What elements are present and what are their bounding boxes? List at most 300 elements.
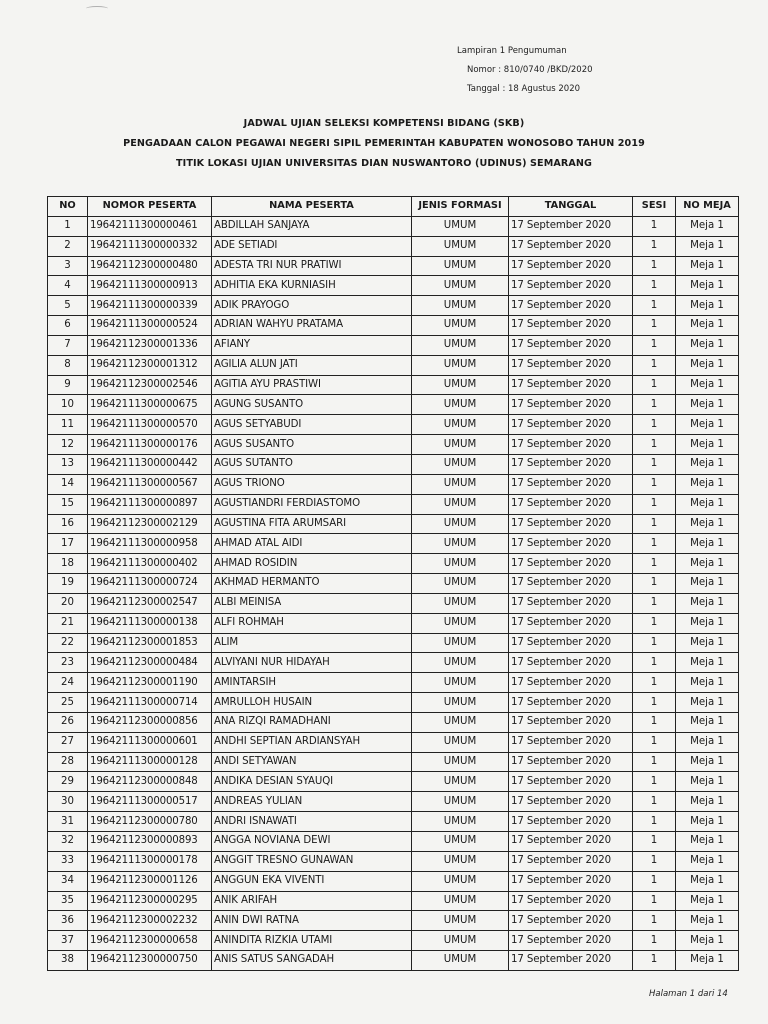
table-row xyxy=(48,772,739,792)
cell-no-meja: Meja 1 xyxy=(676,236,739,256)
cell-nomor-peserta: 19642112300001190 xyxy=(88,673,212,693)
cell-tanggal: 17 September 2020 xyxy=(509,752,633,772)
cell-nomor-peserta: 19642111300000178 xyxy=(88,851,212,871)
cell-jenis-formasi: UMUM xyxy=(412,236,509,256)
cell-tanggal: 17 September 2020 xyxy=(509,236,633,256)
table-row xyxy=(48,951,739,971)
cell-jenis-formasi: UMUM xyxy=(412,653,509,673)
cell-no: 29 xyxy=(48,772,88,792)
cell-no-meja: Meja 1 xyxy=(676,712,739,732)
cell-no: 2 xyxy=(48,236,88,256)
cell-jenis-formasi: UMUM xyxy=(412,712,509,732)
cell-nama-peserta: AGILIA ALUN JATI xyxy=(212,355,412,375)
cell-nomor-peserta: 19642112300002547 xyxy=(88,593,212,613)
cell-sesi: 1 xyxy=(633,415,676,435)
cell-nama-peserta: ANDI SETYAWAN xyxy=(212,752,412,772)
cell-nomor-peserta: 19642112300002232 xyxy=(88,911,212,931)
cell-nama-peserta: AMINTARSIH xyxy=(212,673,412,693)
cell-jenis-formasi: UMUM xyxy=(412,375,509,395)
cell-jenis-formasi: UMUM xyxy=(412,633,509,653)
table-row xyxy=(48,832,739,852)
table-row xyxy=(48,494,739,514)
cell-no-meja: Meja 1 xyxy=(676,633,739,653)
cell-sesi: 1 xyxy=(633,494,676,514)
table-row xyxy=(48,792,739,812)
cell-no: 1 xyxy=(48,216,88,236)
cell-jenis-formasi: UMUM xyxy=(412,435,509,455)
cell-jenis-formasi: UMUM xyxy=(412,851,509,871)
header-nomor-peserta: NOMOR PESERTA xyxy=(88,197,212,217)
cell-no-meja: Meja 1 xyxy=(676,613,739,633)
cell-no: 15 xyxy=(48,494,88,514)
header-no: NO xyxy=(48,197,88,217)
cell-no: 26 xyxy=(48,712,88,732)
cell-jenis-formasi: UMUM xyxy=(412,554,509,574)
cell-no: 27 xyxy=(48,732,88,752)
cell-nomor-peserta: 19642111300000517 xyxy=(88,792,212,812)
cell-sesi: 1 xyxy=(633,335,676,355)
cell-no-meja: Meja 1 xyxy=(676,931,739,951)
cell-sesi: 1 xyxy=(633,435,676,455)
cell-nama-peserta: AGUNG SUSANTO xyxy=(212,395,412,415)
cell-nama-peserta: ALVIYANI NUR HIDAYAH xyxy=(212,653,412,673)
table-row xyxy=(48,534,739,554)
cell-no-meja: Meja 1 xyxy=(676,355,739,375)
cell-no-meja: Meja 1 xyxy=(676,474,739,494)
cell-no: 25 xyxy=(48,693,88,713)
header-tanggal: TANGGAL xyxy=(509,197,633,217)
cell-jenis-formasi: UMUM xyxy=(412,534,509,554)
header-jenis-formasi: JENIS FORMASI xyxy=(412,197,509,217)
cell-tanggal: 17 September 2020 xyxy=(509,494,633,514)
table-row xyxy=(48,395,739,415)
cell-tanggal: 17 September 2020 xyxy=(509,216,633,236)
cell-sesi: 1 xyxy=(633,236,676,256)
cell-tanggal: 17 September 2020 xyxy=(509,871,633,891)
cell-sesi: 1 xyxy=(633,732,676,752)
cell-sesi: 1 xyxy=(633,256,676,276)
cell-tanggal: 17 September 2020 xyxy=(509,931,633,951)
cell-no: 11 xyxy=(48,415,88,435)
cell-jenis-formasi: UMUM xyxy=(412,216,509,236)
cell-jenis-formasi: UMUM xyxy=(412,693,509,713)
cell-nomor-peserta: 19642112300002129 xyxy=(88,514,212,534)
table-row xyxy=(48,415,739,435)
cell-no-meja: Meja 1 xyxy=(676,534,739,554)
cell-sesi: 1 xyxy=(633,653,676,673)
table-row xyxy=(48,812,739,832)
table-row xyxy=(48,871,739,891)
cell-no: 14 xyxy=(48,474,88,494)
cell-jenis-formasi: UMUM xyxy=(412,574,509,594)
cell-jenis-formasi: UMUM xyxy=(412,395,509,415)
cell-nomor-peserta: 19642111300000176 xyxy=(88,435,212,455)
cell-nomor-peserta: 19642112300002546 xyxy=(88,375,212,395)
cell-sesi: 1 xyxy=(633,355,676,375)
table-row xyxy=(48,673,739,693)
cell-sesi: 1 xyxy=(633,911,676,931)
cell-nama-peserta: ADE SETIADI xyxy=(212,236,412,256)
cell-sesi: 1 xyxy=(633,712,676,732)
title-line-3: TITIK LOKASI UJIAN UNIVERSITAS DIAN NUSWANTORO (UDINUS) SEMARANG xyxy=(176,158,592,169)
cell-jenis-formasi: UMUM xyxy=(412,316,509,336)
cell-no: 20 xyxy=(48,593,88,613)
cell-nomor-peserta: 19642112300001312 xyxy=(88,355,212,375)
cell-nomor-peserta: 19642111300000601 xyxy=(88,732,212,752)
cell-no: 16 xyxy=(48,514,88,534)
cell-tanggal: 17 September 2020 xyxy=(509,395,633,415)
cell-tanggal: 17 September 2020 xyxy=(509,832,633,852)
cell-nama-peserta: AGUS SETYABUDI xyxy=(212,415,412,435)
cell-jenis-formasi: UMUM xyxy=(412,415,509,435)
table-row xyxy=(48,732,739,752)
cell-no-meja: Meja 1 xyxy=(676,494,739,514)
cell-jenis-formasi: UMUM xyxy=(412,911,509,931)
cell-tanggal: 17 September 2020 xyxy=(509,276,633,296)
cell-nomor-peserta: 19642111300000913 xyxy=(88,276,212,296)
cell-no: 35 xyxy=(48,891,88,911)
title-line-2: PENGADAAN CALON PEGAWAI NEGERI SIPIL PEMERINTAH KABUPATEN WONOSOBO TAHUN 2019 xyxy=(123,138,645,149)
cell-tanggal: 17 September 2020 xyxy=(509,851,633,871)
cell-nama-peserta: AGITIA AYU PRASTIWI xyxy=(212,375,412,395)
cell-nomor-peserta: 19642111300000461 xyxy=(88,216,212,236)
cell-tanggal: 17 September 2020 xyxy=(509,435,633,455)
cell-jenis-formasi: UMUM xyxy=(412,772,509,792)
cell-no-meja: Meja 1 xyxy=(676,653,739,673)
cell-nomor-peserta: 19642111300000128 xyxy=(88,752,212,772)
cell-no: 18 xyxy=(48,554,88,574)
cell-no: 12 xyxy=(48,435,88,455)
header-sesi: SESI xyxy=(633,197,676,217)
cell-tanggal: 17 September 2020 xyxy=(509,673,633,693)
cell-no: 31 xyxy=(48,812,88,832)
cell-jenis-formasi: UMUM xyxy=(412,474,509,494)
cell-nomor-peserta: 19642112300000658 xyxy=(88,931,212,951)
cell-tanggal: 17 September 2020 xyxy=(509,256,633,276)
cell-nomor-peserta: 19642112300000750 xyxy=(88,951,212,971)
cell-no: 34 xyxy=(48,871,88,891)
cell-nama-peserta: ANDRI ISNAWATI xyxy=(212,812,412,832)
table-row xyxy=(48,316,739,336)
cell-no-meja: Meja 1 xyxy=(676,335,739,355)
cell-no-meja: Meja 1 xyxy=(676,454,739,474)
cell-nama-peserta: AMRULLOH HUSAIN xyxy=(212,693,412,713)
cell-tanggal: 17 September 2020 xyxy=(509,514,633,534)
cell-sesi: 1 xyxy=(633,534,676,554)
cell-nomor-peserta: 19642111300000442 xyxy=(88,454,212,474)
cell-nomor-peserta: 19642112300001126 xyxy=(88,871,212,891)
table-row xyxy=(48,216,739,236)
cell-nomor-peserta: 19642111300000570 xyxy=(88,415,212,435)
cell-no: 22 xyxy=(48,633,88,653)
cell-nomor-peserta: 19642112300000480 xyxy=(88,256,212,276)
cell-nomor-peserta: 19642112300000893 xyxy=(88,832,212,852)
cell-nomor-peserta: 19642111300000724 xyxy=(88,574,212,594)
cell-jenis-formasi: UMUM xyxy=(412,454,509,474)
cell-no-meja: Meja 1 xyxy=(676,276,739,296)
table-row xyxy=(48,613,739,633)
cell-sesi: 1 xyxy=(633,276,676,296)
cell-jenis-formasi: UMUM xyxy=(412,593,509,613)
cell-tanggal: 17 September 2020 xyxy=(509,296,633,316)
cell-nama-peserta: ANINDITA RIZKIA UTAMI xyxy=(212,931,412,951)
cell-sesi: 1 xyxy=(633,772,676,792)
cell-no: 7 xyxy=(48,335,88,355)
cell-no: 17 xyxy=(48,534,88,554)
cell-no: 33 xyxy=(48,851,88,871)
cell-nomor-peserta: 19642112300000856 xyxy=(88,712,212,732)
cell-jenis-formasi: UMUM xyxy=(412,335,509,355)
table-row xyxy=(48,653,739,673)
cell-sesi: 1 xyxy=(633,395,676,415)
cell-nomor-peserta: 19642111300000332 xyxy=(88,236,212,256)
cell-no: 24 xyxy=(48,673,88,693)
cell-no-meja: Meja 1 xyxy=(676,832,739,852)
cell-nama-peserta: AGUSTINA FITA ARUMSARI xyxy=(212,514,412,534)
table-row xyxy=(48,931,739,951)
cell-nomor-peserta: 19642112300000484 xyxy=(88,653,212,673)
cell-jenis-formasi: UMUM xyxy=(412,494,509,514)
cell-no-meja: Meja 1 xyxy=(676,514,739,534)
cell-jenis-formasi: UMUM xyxy=(412,951,509,971)
cell-no-meja: Meja 1 xyxy=(676,296,739,316)
cell-jenis-formasi: UMUM xyxy=(412,296,509,316)
cell-sesi: 1 xyxy=(633,454,676,474)
cell-nomor-peserta: 19642111300000675 xyxy=(88,395,212,415)
cell-no: 28 xyxy=(48,752,88,772)
cell-nama-peserta: ADRIAN WAHYU PRATAMA xyxy=(212,316,412,336)
cell-jenis-formasi: UMUM xyxy=(412,931,509,951)
cell-nama-peserta: ANA RIZQI RAMADHANI xyxy=(212,712,412,732)
cell-sesi: 1 xyxy=(633,851,676,871)
cell-nama-peserta: AHMAD ATAL AIDI xyxy=(212,534,412,554)
table-row xyxy=(48,454,739,474)
cell-nomor-peserta: 19642112300000848 xyxy=(88,772,212,792)
document-title xyxy=(0,114,768,174)
cell-nama-peserta: ANGGUN EKA VIVENTI xyxy=(212,871,412,891)
cell-tanggal: 17 September 2020 xyxy=(509,772,633,792)
cell-nomor-peserta: 19642112300001853 xyxy=(88,633,212,653)
cell-tanggal: 17 September 2020 xyxy=(509,712,633,732)
cell-no: 9 xyxy=(48,375,88,395)
cell-nama-peserta: ABDILLAH SANJAYA xyxy=(212,216,412,236)
cell-sesi: 1 xyxy=(633,514,676,534)
cell-jenis-formasi: UMUM xyxy=(412,276,509,296)
cell-sesi: 1 xyxy=(633,752,676,772)
cell-no: 36 xyxy=(48,911,88,931)
cell-nama-peserta: ANDIKA DESIAN SYAUQI xyxy=(212,772,412,792)
schedule-table xyxy=(47,196,739,971)
cell-no-meja: Meja 1 xyxy=(676,554,739,574)
cell-nama-peserta: ANIS SATUS SANGADAH xyxy=(212,951,412,971)
attachment-label: Lampiran 1 Pengumuman xyxy=(457,46,567,56)
cell-jenis-formasi: UMUM xyxy=(412,514,509,534)
table-body xyxy=(48,216,739,970)
cell-jenis-formasi: UMUM xyxy=(412,355,509,375)
cell-no: 3 xyxy=(48,256,88,276)
cell-nama-peserta: AGUSTIANDRI FERDIASTOMO xyxy=(212,494,412,514)
cell-jenis-formasi: UMUM xyxy=(412,832,509,852)
table-row xyxy=(48,276,739,296)
cell-sesi: 1 xyxy=(633,832,676,852)
table-row xyxy=(48,911,739,931)
cell-nama-peserta: ANGGA NOVIANA DEWI xyxy=(212,832,412,852)
cell-nomor-peserta: 19642112300000295 xyxy=(88,891,212,911)
table-row xyxy=(48,296,739,316)
cell-tanggal: 17 September 2020 xyxy=(509,693,633,713)
cell-nama-peserta: ANIN DWI RATNA xyxy=(212,911,412,931)
table-row xyxy=(48,355,739,375)
cell-nama-peserta: ANIK ARIFAH xyxy=(212,891,412,911)
header-nama-peserta: NAMA PESERTA xyxy=(212,197,412,217)
cell-tanggal: 17 September 2020 xyxy=(509,653,633,673)
cell-nama-peserta: AGUS SUSANTO xyxy=(212,435,412,455)
cell-nama-peserta: ALBI MEINISA xyxy=(212,593,412,613)
cell-tanggal: 17 September 2020 xyxy=(509,335,633,355)
cell-sesi: 1 xyxy=(633,891,676,911)
cell-nama-peserta: ANGGIT TRESNO GUNAWAN xyxy=(212,851,412,871)
table-row xyxy=(48,256,739,276)
cell-no-meja: Meja 1 xyxy=(676,812,739,832)
title-line-1: JADWAL UJIAN SELEKSI KOMPETENSI BIDANG (SKB) xyxy=(243,118,525,129)
cell-nomor-peserta: 19642111300000567 xyxy=(88,474,212,494)
cell-tanggal: 17 September 2020 xyxy=(509,792,633,812)
cell-no-meja: Meja 1 xyxy=(676,216,739,236)
cell-jenis-formasi: UMUM xyxy=(412,891,509,911)
cell-jenis-formasi: UMUM xyxy=(412,792,509,812)
cell-tanggal: 17 September 2020 xyxy=(509,911,633,931)
cell-no: 19 xyxy=(48,574,88,594)
attachment-tanggal: Tanggal : 18 Agustus 2020 xyxy=(467,84,581,94)
cell-no-meja: Meja 1 xyxy=(676,792,739,812)
cell-no: 21 xyxy=(48,613,88,633)
cell-nama-peserta: ANDHI SEPTIAN ARDIANSYAH xyxy=(212,732,412,752)
cell-tanggal: 17 September 2020 xyxy=(509,355,633,375)
cell-sesi: 1 xyxy=(633,613,676,633)
cell-nomor-peserta: 19642111300000138 xyxy=(88,613,212,633)
table-row xyxy=(48,375,739,395)
cell-tanggal: 17 September 2020 xyxy=(509,891,633,911)
table-row xyxy=(48,474,739,494)
cell-tanggal: 17 September 2020 xyxy=(509,415,633,435)
cell-nama-peserta: ANDREAS YULIAN xyxy=(212,792,412,812)
cell-jenis-formasi: UMUM xyxy=(412,613,509,633)
cell-no: 30 xyxy=(48,792,88,812)
cell-no-meja: Meja 1 xyxy=(676,951,739,971)
cell-no: 6 xyxy=(48,316,88,336)
table-row xyxy=(48,335,739,355)
cell-sesi: 1 xyxy=(633,693,676,713)
cell-tanggal: 17 September 2020 xyxy=(509,812,633,832)
cell-nama-peserta: ADIK PRAYOGO xyxy=(212,296,412,316)
cell-nomor-peserta: 19642112300000780 xyxy=(88,812,212,832)
cell-no-meja: Meja 1 xyxy=(676,732,739,752)
cell-no-meja: Meja 1 xyxy=(676,574,739,594)
cell-sesi: 1 xyxy=(633,554,676,574)
cell-no-meja: Meja 1 xyxy=(676,435,739,455)
cell-jenis-formasi: UMUM xyxy=(412,673,509,693)
cell-sesi: 1 xyxy=(633,216,676,236)
cell-no: 32 xyxy=(48,832,88,852)
table-row xyxy=(48,752,739,772)
cell-nama-peserta: AKHMAD HERMANTO xyxy=(212,574,412,594)
cell-sesi: 1 xyxy=(633,792,676,812)
cell-no-meja: Meja 1 xyxy=(676,752,739,772)
attachment-block xyxy=(457,42,593,99)
cell-no: 23 xyxy=(48,653,88,673)
header-no-meja: NO MEJA xyxy=(676,197,739,217)
cell-sesi: 1 xyxy=(633,812,676,832)
cell-sesi: 1 xyxy=(633,316,676,336)
cell-tanggal: 17 September 2020 xyxy=(509,316,633,336)
cell-nomor-peserta: 19642111300000897 xyxy=(88,494,212,514)
cell-tanggal: 17 September 2020 xyxy=(509,474,633,494)
cell-tanggal: 17 September 2020 xyxy=(509,574,633,594)
table-row xyxy=(48,633,739,653)
cell-nomor-peserta: 19642111300000402 xyxy=(88,554,212,574)
table-row xyxy=(48,693,739,713)
cell-no: 4 xyxy=(48,276,88,296)
cell-nama-peserta: AGUS TRIONO xyxy=(212,474,412,494)
cell-jenis-formasi: UMUM xyxy=(412,732,509,752)
cell-sesi: 1 xyxy=(633,375,676,395)
cell-sesi: 1 xyxy=(633,951,676,971)
cell-no-meja: Meja 1 xyxy=(676,673,739,693)
cell-tanggal: 17 September 2020 xyxy=(509,593,633,613)
cell-nama-peserta: AFIANY xyxy=(212,335,412,355)
cell-no-meja: Meja 1 xyxy=(676,395,739,415)
cell-nomor-peserta: 19642112300001336 xyxy=(88,335,212,355)
cell-nama-peserta: ALIM xyxy=(212,633,412,653)
cell-no-meja: Meja 1 xyxy=(676,851,739,871)
cell-tanggal: 17 September 2020 xyxy=(509,375,633,395)
cell-jenis-formasi: UMUM xyxy=(412,812,509,832)
cell-no: 5 xyxy=(48,296,88,316)
table-row xyxy=(48,593,739,613)
cell-tanggal: 17 September 2020 xyxy=(509,633,633,653)
table-row xyxy=(48,236,739,256)
table-row xyxy=(48,851,739,871)
cell-nama-peserta: AHMAD ROSIDIN xyxy=(212,554,412,574)
cell-tanggal: 17 September 2020 xyxy=(509,951,633,971)
cell-no-meja: Meja 1 xyxy=(676,693,739,713)
cell-no-meja: Meja 1 xyxy=(676,593,739,613)
cell-sesi: 1 xyxy=(633,871,676,891)
cell-nomor-peserta: 19642111300000714 xyxy=(88,693,212,713)
cell-sesi: 1 xyxy=(633,296,676,316)
cell-tanggal: 17 September 2020 xyxy=(509,454,633,474)
cell-nama-peserta: ADHITIA EKA KURNIASIH xyxy=(212,276,412,296)
cell-sesi: 1 xyxy=(633,673,676,693)
cell-nomor-peserta: 19642111300000339 xyxy=(88,296,212,316)
cell-nama-peserta: ADESTA TRI NUR PRATIWI xyxy=(212,256,412,276)
cell-nomor-peserta: 19642111300000524 xyxy=(88,316,212,336)
cell-tanggal: 17 September 2020 xyxy=(509,613,633,633)
table-row xyxy=(48,574,739,594)
table-row xyxy=(48,514,739,534)
cell-sesi: 1 xyxy=(633,593,676,613)
cell-no-meja: Meja 1 xyxy=(676,772,739,792)
cell-no: 38 xyxy=(48,951,88,971)
table-row xyxy=(48,712,739,732)
cell-nama-peserta: ALFI ROHMAH xyxy=(212,613,412,633)
cell-tanggal: 17 September 2020 xyxy=(509,534,633,554)
page-number: Halaman 1 dari 14 xyxy=(649,989,728,999)
cell-no: 37 xyxy=(48,931,88,951)
cell-sesi: 1 xyxy=(633,574,676,594)
cell-sesi: 1 xyxy=(633,931,676,951)
cell-nomor-peserta: 19642111300000958 xyxy=(88,534,212,554)
